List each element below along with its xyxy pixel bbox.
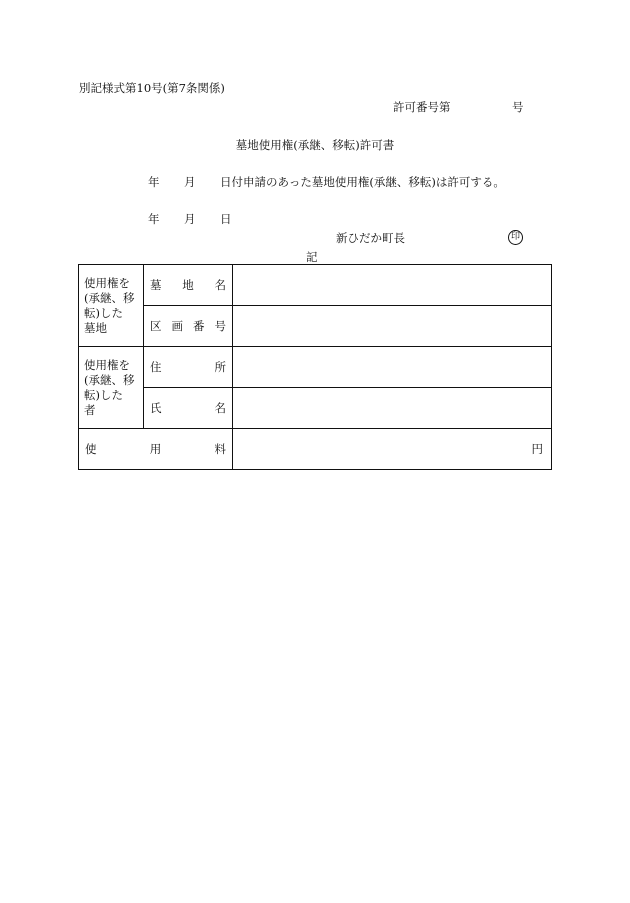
label-char: 料 [214, 442, 226, 456]
table-row [79, 347, 552, 388]
name-label [144, 388, 233, 429]
issue-day-label: 日 [220, 212, 232, 226]
label-char: 墓 [150, 278, 162, 292]
table-row [79, 388, 552, 429]
address-field[interactable] [233, 347, 552, 388]
grave-name-label [144, 265, 233, 306]
approval-text: 日付申請のあった墓地使用権(承継、移転)は許可する。 [220, 175, 505, 189]
holder-group-line: (承継、移 [84, 372, 135, 387]
usage-fee-label [79, 429, 233, 470]
label-char: 氏 [150, 401, 162, 415]
permit-detail-table [78, 264, 552, 470]
document-title: 墓地使用権(承継、移転)許可書 [235, 138, 395, 152]
ki-heading: 記 [306, 250, 318, 264]
label-char: 地 [182, 278, 194, 292]
name-field[interactable] [233, 388, 552, 429]
grave-group-line: 使用権を [84, 275, 130, 290]
label-char: 区 [150, 319, 162, 333]
address-label [144, 347, 233, 388]
label-char: 名 [214, 401, 226, 415]
grave-group-line: (承継、移 [84, 290, 135, 305]
seal-icon: 印 [508, 230, 523, 245]
label-char: 所 [214, 360, 226, 374]
label-char: 用 [149, 442, 162, 456]
holder-group-cell [79, 347, 144, 429]
grave-name-field[interactable] [233, 265, 552, 306]
usage-fee-field[interactable] [233, 429, 552, 470]
holder-group-line: 使用権を [84, 357, 130, 372]
grave-group-line: 転)した [84, 305, 123, 320]
table-row [79, 429, 552, 470]
grave-group-line: 墓地 [84, 320, 107, 335]
approval-month-label: 月 [184, 175, 196, 189]
label-char: 名 [214, 278, 226, 292]
section-number-label [144, 306, 233, 347]
issue-month-label: 月 [184, 212, 196, 226]
holder-group-line: 転)した [84, 387, 123, 402]
label-char: 住 [150, 360, 162, 374]
form-number-label: 別記様式第10号(第7条関係) [79, 81, 225, 95]
section-number-field[interactable] [233, 306, 552, 347]
label-char: 号 [214, 319, 226, 333]
permit-number-prefix: 許可番号第 [393, 100, 451, 114]
label-char: 画 [171, 319, 183, 333]
label-char: 使 [85, 442, 97, 456]
grave-group-cell [79, 265, 144, 347]
table-row [79, 306, 552, 347]
table-row [79, 265, 552, 306]
permit-number-suffix: 号 [512, 100, 524, 114]
label-char: 番 [193, 319, 205, 333]
approval-year-label: 年 [148, 175, 160, 189]
issuer-title: 新ひだか町長 [336, 231, 405, 245]
issue-year-label: 年 [148, 212, 160, 226]
yen-unit: 円 [531, 442, 543, 456]
holder-group-line: 者 [84, 402, 96, 417]
